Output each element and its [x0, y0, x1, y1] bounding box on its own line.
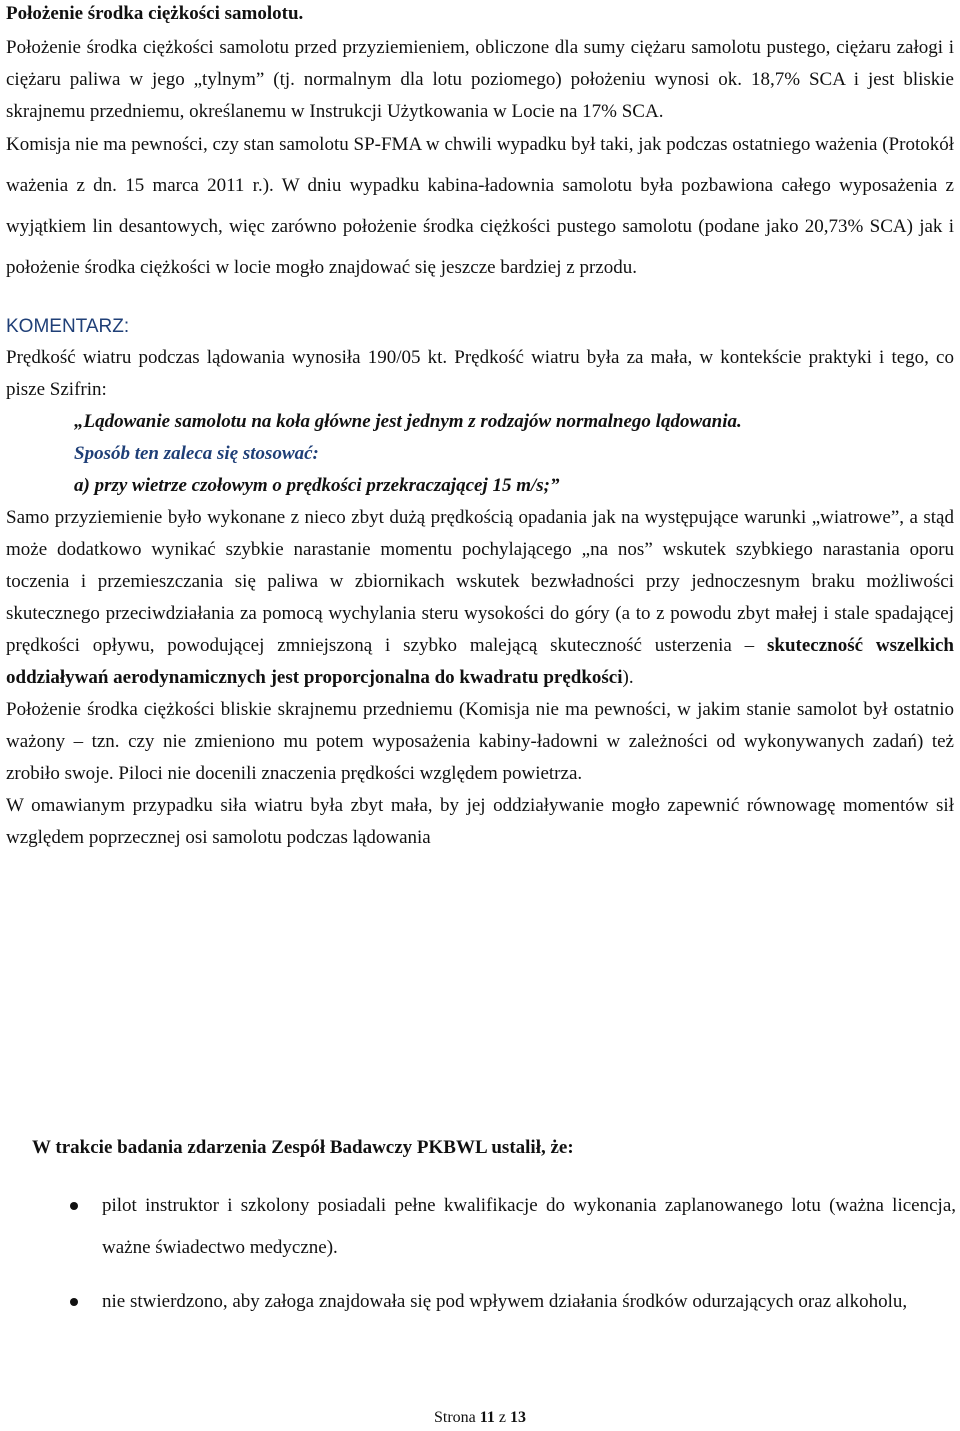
- touchdown-bold-conclusion: skuteczność wszelkich oddziaływań aerodynamicznych jest proporcjonalna do kwadratu prędkości: [6, 635, 954, 688]
- quote-line-method: Sposób ten zaleca się stosować:: [74, 443, 319, 464]
- page-number-total: 13: [510, 1409, 526, 1426]
- page-footer: [0, 1408, 960, 1428]
- paragraph-cg-position: Położenie środka ciężkości samolotu przed przyziemieniem, obliczone dla sumy ciężaru samolotu pustego, ciężaru załogi i ciężaru paliwa w jego „tylnym” (tj. normalnym dla lotu poziomego) położeniu wynosi ok. 18,7% SCA i jest bliskie skrajnemu przedniemu, określanemu w Instrukcji Użytkowania w Locie na 17% SCA.: [6, 37, 954, 122]
- document-page: [6, 2, 954, 854]
- finding-qualifications: pilot instruktor i szkolony posiadali pełne kwalifikacje do wykonania zaplanowanego lotu (ważna licencja, ważne świadectwo medyczne).: [102, 1195, 956, 1258]
- paragraph-commission-uncertainty: Komisja nie ma pewności, czy stan samolotu SP-FMA w chwili wypadku był taki, jak podczas ostatniego ważenia (Protokół ważenia z dn. 15 marca 2011 r.). W dniu wypadku kabina-ładownia samolotu była pozbawiona całego wyposażenia z wyjątkiem lin desantowych, więc zarówno położenie środka ciężkości pustego samolotu (podane jako 20,73% SCA) jak i położenie środka ciężkości w locie mogło znajdować się jeszcze bardziej z przodu.: [6, 134, 954, 278]
- paragraph-cg-effect: Położenie środka ciężkości bliskie skrajnemu przedniemu (Komisja nie ma pewności, w jakim stanie samolot był ostatnio ważony – tzn. czy nie zmieniono mu potem wyposażenia kabiny-ładowni w zależności od wykonywanych zadań) też zrobiło swoje. Piloci nie docenili znaczenia prędkości względem powietrza.: [6, 699, 954, 784]
- paragraph-wind-speed: Prędkość wiatru podczas lądowania wynosiła 190/05 kt. Prędkość wiatru była za mała, w kontekście praktyki i tego, co pisze Szifrin:: [6, 347, 954, 400]
- komentarz-heading: KOMENTARZ:: [6, 316, 130, 337]
- spacer: [6, 288, 954, 312]
- bullet-icon: [70, 1298, 78, 1306]
- touchdown-text: Samo przyziemienie było wykonane z nieco zbyt dużą prędkością opadania jak na występujące warunki „wiatrowe”, a stąd może dodatkowo wynikać szybkie narastanie momentu pochylającego „na nos” wskutek szybkiego narastania oporu toczenia i przemieszczania się paliwa w zbiornikach wskutek bezwładności przy jednoczesnym braku możliwości skutecznego przeciwdziałania za pomocą wychylania steru wysokości do góry (a to z powodu zbyt małej i stale spadającej prędkości opływu, powodującej zmniejszoną i szybko malejącą skuteczność usterzenia –: [6, 507, 954, 656]
- section-heading-center-of-gravity: Położenie środka ciężkości samolotu.: [6, 3, 304, 24]
- page-separator: z: [498, 1409, 506, 1426]
- quote-line-condition: a) przy wietrze czołowym o prędkości przekraczającej 15 m/s;”: [74, 475, 560, 496]
- page-label: Strona: [433, 1409, 476, 1426]
- investigation-findings-heading: W trakcie badania zdarzenia Zespół Badawczy PKBWL ustalił, że:: [32, 1137, 574, 1158]
- bullet-icon: [70, 1202, 78, 1210]
- findings-list: [70, 1185, 956, 1335]
- quote-line-landing: „Lądowanie samolotu na koła główne jest jednym z rodzajów normalnego lądowania.: [74, 411, 742, 432]
- page-number-current: 11: [479, 1409, 495, 1426]
- paragraph-wind-force: W omawianym przypadku siła wiatru była zbyt mała, by jej oddziaływanie mogło zapewnić równowagę momentów sił względem poprzecznej osi samolotu podczas lądowania: [6, 795, 954, 848]
- finding-substances: nie stwierdzono, aby załoga znajdowała się pod wpływem działania środków odurzających oraz alkoholu,: [102, 1291, 908, 1312]
- touchdown-end: ).: [622, 667, 634, 688]
- paragraph-touchdown-analysis: [6, 502, 954, 694]
- list-item: [70, 1185, 956, 1269]
- list-item: [70, 1281, 956, 1323]
